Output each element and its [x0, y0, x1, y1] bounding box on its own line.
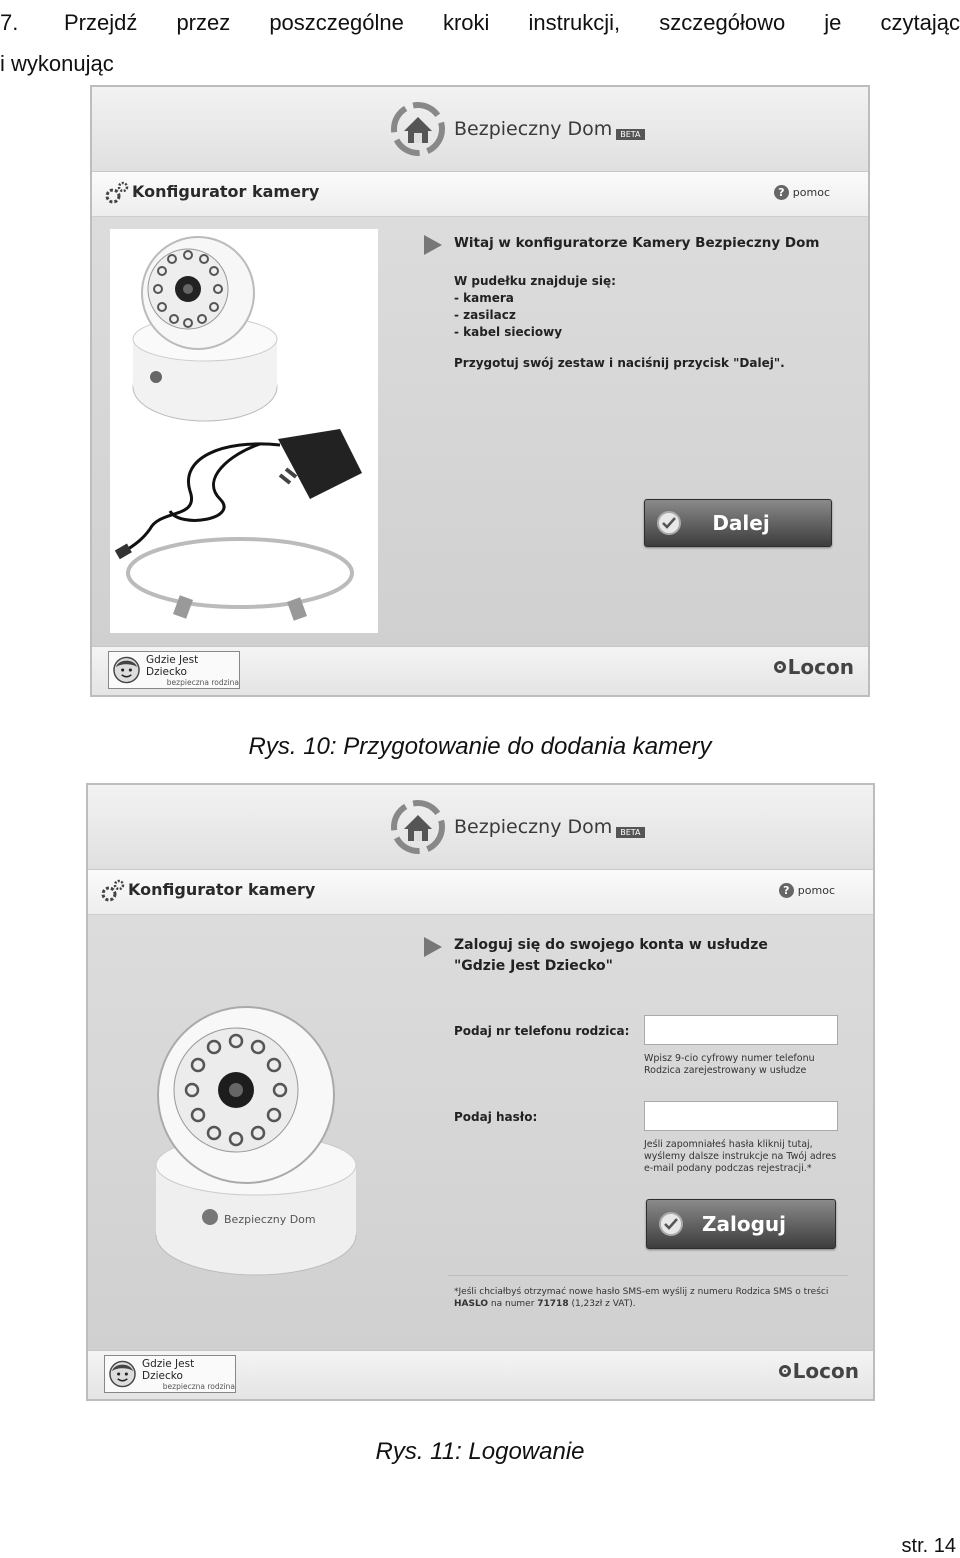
password-hint[interactable]: Jeśli zapomniałeś hasła kliknij tutaj, wyślemy dalsze instrukcje na Twój adres e-mail podany podczas rejestracji.*: [644, 1139, 837, 1174]
play-arrow-icon: [424, 235, 442, 255]
login-button[interactable]: [646, 1199, 836, 1249]
locon-logo[interactable]: [774, 655, 854, 679]
password-input[interactable]: [644, 1101, 838, 1131]
page-title: Konfigurator kamery: [128, 880, 316, 899]
step-word: czytając: [880, 10, 960, 35]
password-label: Podaj hasło:: [454, 1110, 538, 1124]
login-heading-line-1: Zaloguj się do swojego konta w usłudze: [454, 937, 768, 953]
brand-name: Bezpieczny Dom: [454, 118, 613, 140]
screenshot-configurator-login: [86, 783, 875, 1401]
step-word: szczegółowo: [659, 10, 786, 35]
box-item: - kamera: [454, 291, 514, 305]
help-link[interactable]: [779, 883, 835, 898]
footer: [92, 646, 868, 695]
login-heading-line-2: "Gdzie Jest Dziecko": [454, 958, 613, 974]
sms-note-text: *Jeśli chciałbyś otrzymać nowe hasło SMS-em wyślij z numeru Rodzica SMS o treści: [454, 1287, 829, 1297]
brand-name: Bezpieczny Dom: [454, 816, 613, 838]
gdzie-jest-dziecko-logo[interactable]: [108, 651, 240, 689]
welcome-heading: Witaj w konfiguratorze Kamery Bezpieczny Dom: [454, 235, 820, 251]
figure-caption-1: Rys. 10: Przygotowanie do dodania kamery: [248, 733, 712, 760]
gear-icon: [100, 878, 126, 904]
camera-kit-illustration: [110, 229, 378, 633]
step-word: kroki: [442, 10, 490, 35]
login-heading: [454, 935, 768, 977]
locon-logo-text: Locon: [787, 655, 854, 679]
step-word: Przejdź: [64, 10, 138, 35]
footer-left-title: Gdzie Jest Dziecko: [142, 1357, 195, 1382]
help-label: pomoc: [792, 186, 830, 199]
footer: [88, 1350, 873, 1399]
play-arrow-icon: [424, 937, 442, 957]
top-bar: [92, 87, 868, 172]
figure-caption-2: Rys. 11: Logowanie: [375, 1438, 585, 1465]
next-button-label: Dalej: [712, 511, 770, 535]
house-logo-icon: [390, 799, 446, 855]
step-word: przez: [176, 10, 231, 35]
help-link[interactable]: [774, 185, 830, 200]
sms-number: 71718: [537, 1299, 569, 1309]
screenshot-configurator-welcome: [90, 85, 870, 697]
brand-badge: BETA: [616, 129, 644, 140]
footer-left-subtitle: bezpieczna rodzina: [162, 1381, 235, 1391]
child-face-icon: [109, 1360, 136, 1388]
footer-left-subtitle: bezpieczna rodzina: [166, 677, 239, 687]
step-line-2: i wykonując: [0, 51, 114, 76]
page-title: Konfigurator kamery: [132, 182, 320, 201]
footer-left-title: Gdzie Jest Dziecko: [146, 653, 199, 678]
phone-hint: Wpisz 9-cio cyfrowy numer telefonu Rodzica zarejestrowany w usłudze: [644, 1053, 815, 1076]
top-bar: [88, 785, 873, 870]
product-image: [110, 229, 378, 633]
camera-brand-label: Bezpieczny Dom: [224, 1213, 316, 1226]
step-number: 7.: [0, 10, 19, 35]
locon-logo-text: Locon: [792, 1359, 859, 1383]
locon-logo[interactable]: [779, 1359, 859, 1383]
brand-logo: [390, 101, 645, 157]
next-button[interactable]: [644, 499, 832, 547]
box-item: - kabel sieciowy: [454, 325, 563, 339]
brand-logo: [390, 799, 645, 855]
brand-badge: BETA: [616, 827, 644, 838]
help-icon: ?: [779, 883, 794, 898]
instruction-text: Przygotuj swój zestaw i naciśnij przycisk "Dalej".: [454, 356, 785, 370]
sms-note-text: (1,23zł z VAT).: [568, 1299, 636, 1309]
step-word: je: [824, 10, 842, 35]
step-instruction: [0, 2, 960, 84]
box-item: - zasilacz: [454, 308, 516, 322]
gear-icon: [104, 180, 130, 206]
child-face-icon: [113, 656, 140, 684]
page-number: str. 14: [901, 1535, 956, 1557]
help-label: pomoc: [797, 884, 835, 897]
configurator-header: [92, 172, 868, 217]
content-area: [88, 915, 873, 1351]
locon-ring-icon: [774, 661, 786, 673]
configurator-header: [88, 870, 873, 915]
locon-ring-icon: [779, 1365, 791, 1377]
phone-label: Podaj nr telefonu rodzica:: [454, 1024, 630, 1038]
step-word: instrukcji,: [528, 10, 621, 35]
step-word: poszczególne: [269, 10, 404, 35]
content-area: [92, 217, 868, 647]
sms-note: [454, 1286, 854, 1310]
check-icon: [659, 1212, 683, 1236]
camera-illustration: [136, 985, 366, 1285]
box-contents: [454, 273, 616, 341]
divider: [448, 1275, 848, 1276]
gdzie-jest-dziecko-logo[interactable]: [104, 1355, 236, 1393]
check-icon: [657, 511, 681, 535]
login-button-label: Zaloguj: [701, 1212, 786, 1236]
sms-keyword: HASLO: [454, 1299, 489, 1309]
sms-note-text: na numer: [488, 1299, 538, 1309]
house-logo-icon: [390, 101, 446, 157]
phone-input[interactable]: [644, 1015, 838, 1045]
help-icon: ?: [774, 185, 789, 200]
box-title: W pudełku znajduje się:: [454, 274, 616, 288]
